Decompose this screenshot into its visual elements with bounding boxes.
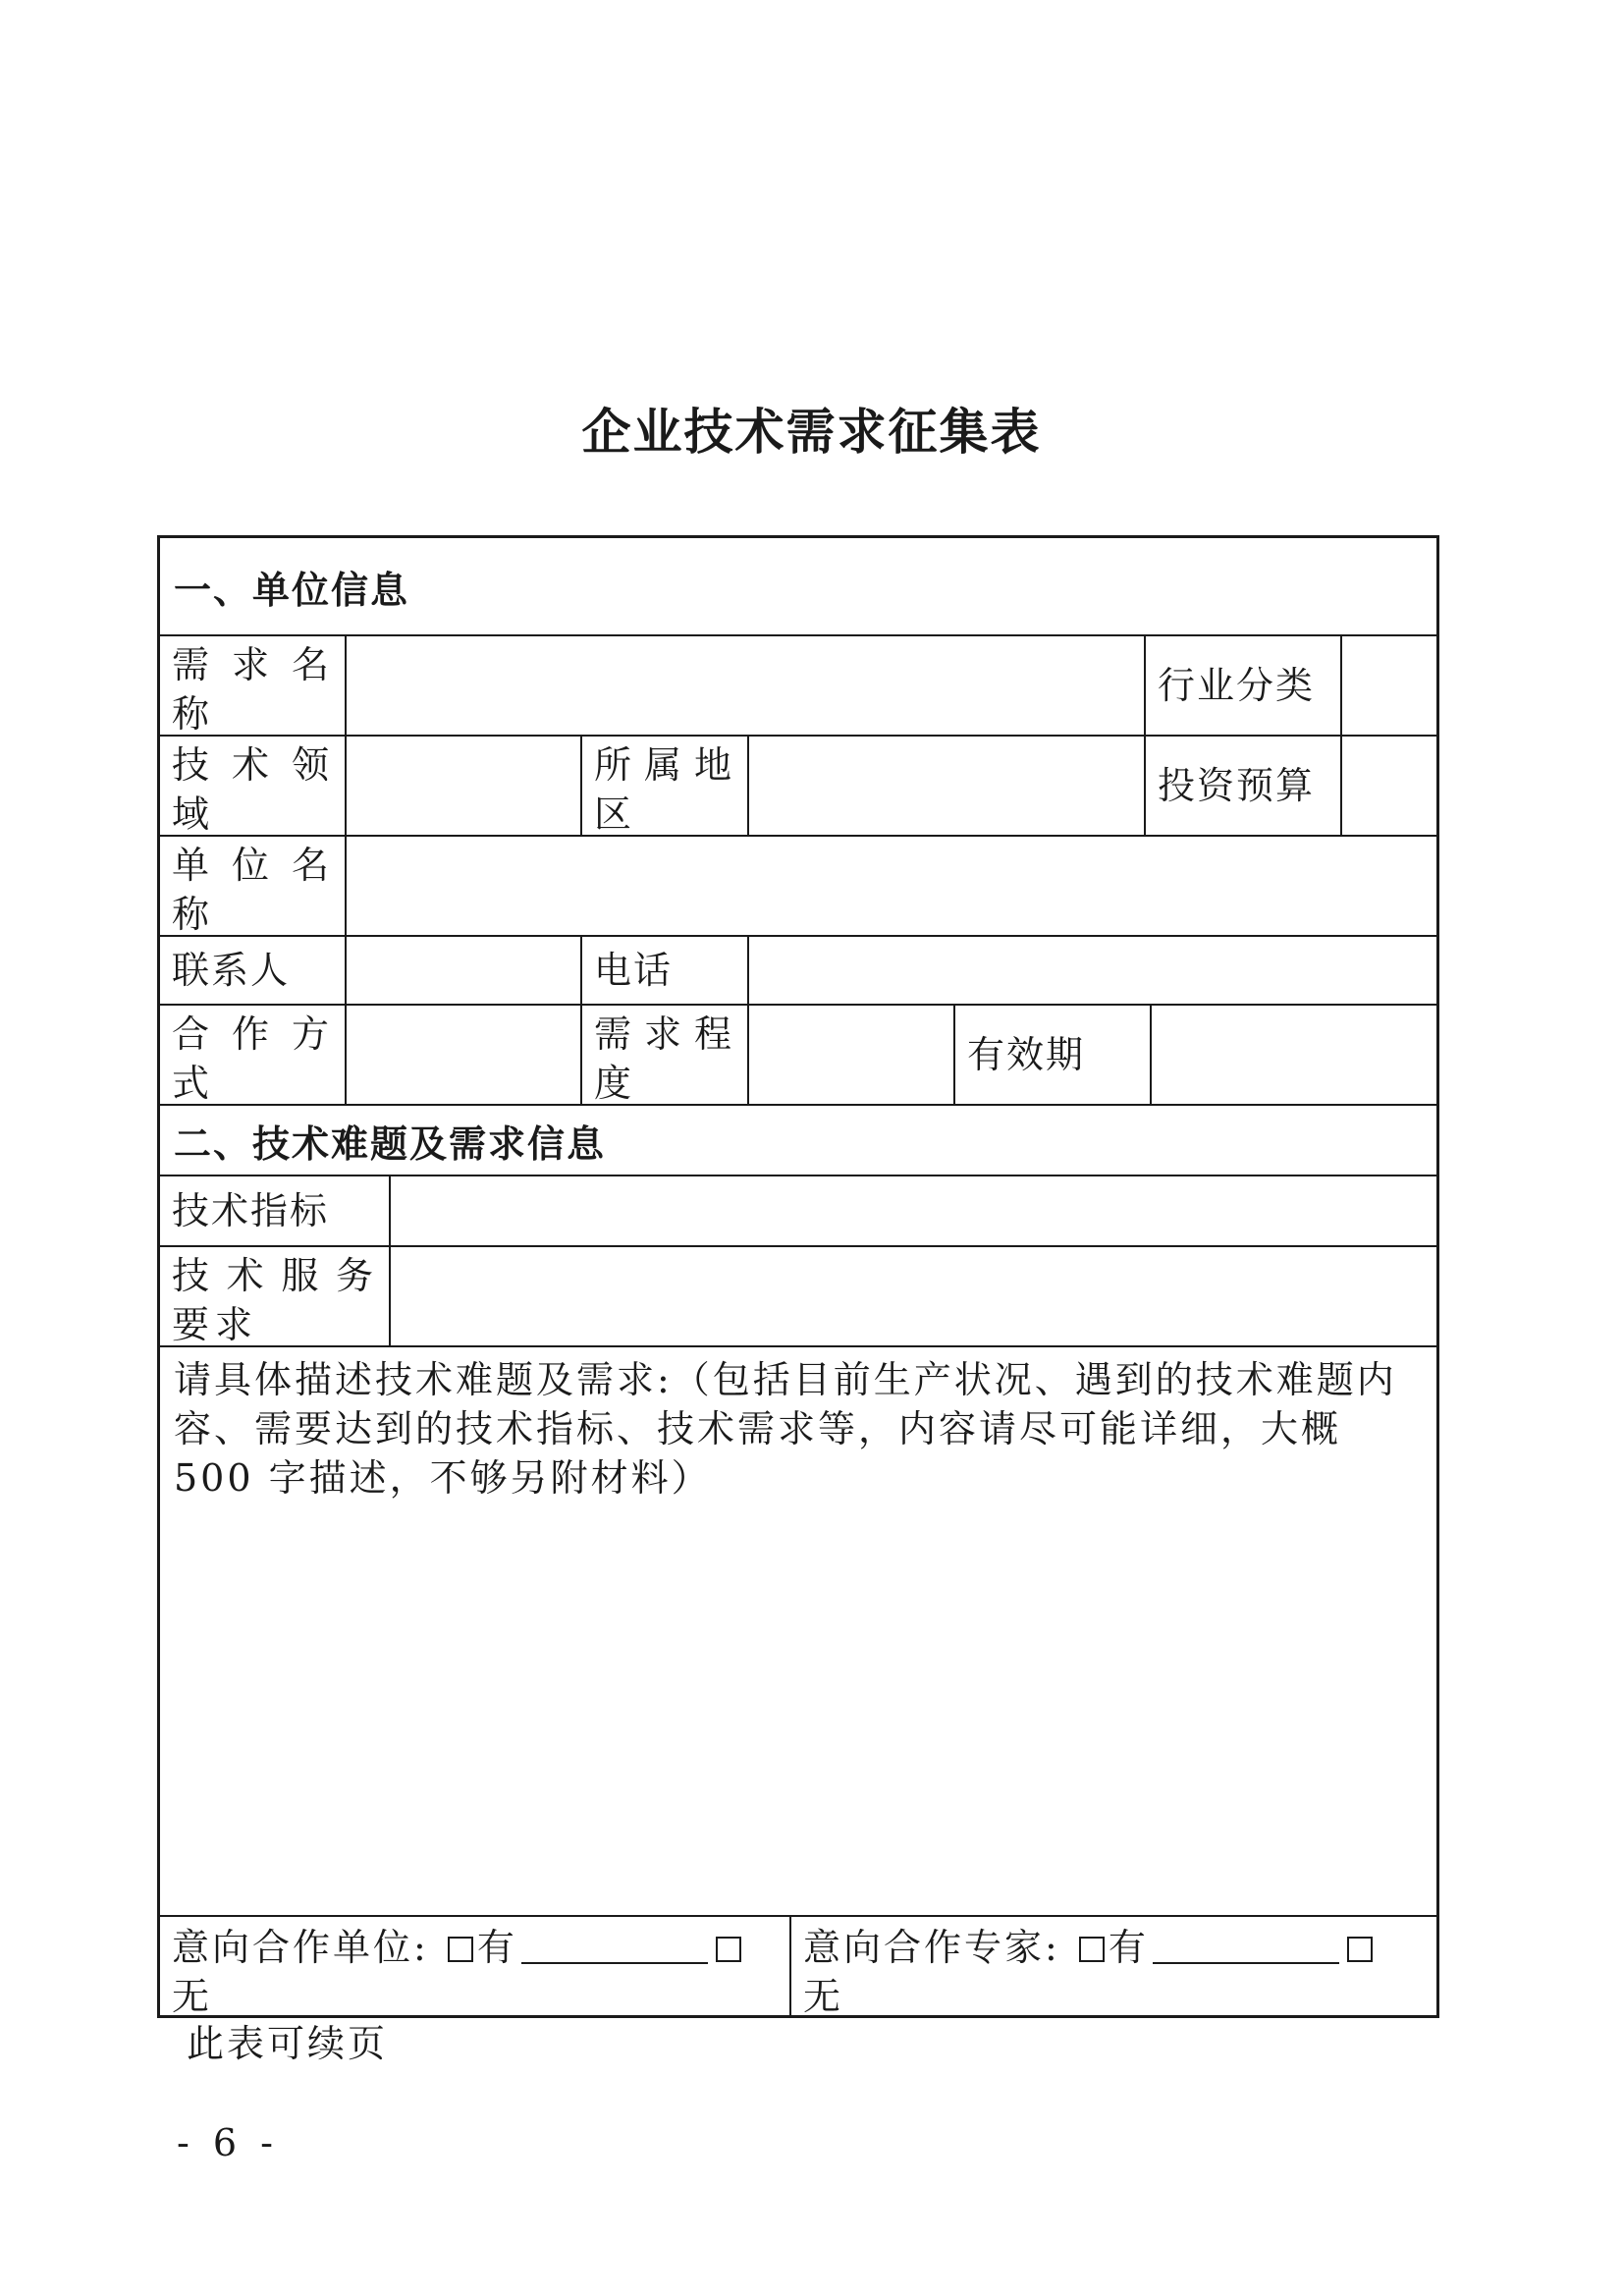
intent-expert-cell <box>791 1917 1436 2018</box>
service-row <box>160 1247 1436 1347</box>
demand-form <box>157 535 1439 2018</box>
section1-heading-row <box>160 538 1436 636</box>
page-number: - 6 - <box>177 2121 280 2164</box>
intent-expert-label: 意向合作专家: <box>803 1926 1060 1969</box>
tech-field-label: 技术领域 <box>172 743 335 836</box>
tech-field-input[interactable] <box>347 737 582 835</box>
industry-label: 行业分类 <box>1158 664 1316 707</box>
coop-mode-label-cell <box>160 1006 347 1104</box>
demand-name-label-cell <box>160 636 347 735</box>
industry-input[interactable] <box>1342 636 1436 735</box>
unit-name-row <box>160 837 1436 937</box>
intent-expert-name-field[interactable] <box>1153 1929 1339 1964</box>
tech-field-label-cell <box>160 737 347 835</box>
urgency-label: 需求程度 <box>594 1012 737 1105</box>
intent-unit-yes-checkbox[interactable] <box>448 1937 473 1962</box>
industry-label-cell <box>1146 636 1342 735</box>
intent-unit-no-checkbox[interactable] <box>716 1937 741 1962</box>
intent-unit-cell <box>160 1917 791 2018</box>
region-label-cell <box>582 737 749 835</box>
budget-input[interactable] <box>1342 737 1436 835</box>
unit-name-label-cell <box>160 837 347 935</box>
validity-label: 有效期 <box>967 1033 1086 1076</box>
region-label: 所属地区 <box>594 743 737 836</box>
phone-label-cell <box>582 937 749 1004</box>
coop-mode-label: 合作方式 <box>172 1012 335 1105</box>
intent-unit-yes-label: 有 <box>476 1926 517 1969</box>
phone-label: 电话 <box>594 949 674 992</box>
indicator-label-cell <box>160 1176 391 1245</box>
form-title: 企业技术需求征集表 <box>581 403 1042 461</box>
service-input[interactable] <box>391 1247 1436 1345</box>
region-input[interactable] <box>749 737 1146 835</box>
budget-label-cell <box>1146 737 1342 835</box>
contact-label-cell <box>160 937 347 1004</box>
urgency-label-cell <box>582 1006 749 1104</box>
validity-input[interactable] <box>1152 1006 1436 1104</box>
unit-name-label: 单位名称 <box>172 844 335 936</box>
intent-expert-yes-label: 有 <box>1108 1926 1149 1969</box>
contact-label: 联系人 <box>172 949 291 992</box>
section2-heading-row <box>160 1106 1436 1176</box>
indicator-row <box>160 1176 1436 1247</box>
description-prompt: 请具体描述技术难题及需求:（包括目前生产状况、遇到的技术难题内容、需要达到的技术指标、技术需求等，内容请尽可能详细，大概 500 字描述，不够另附材料） <box>174 1358 1397 1500</box>
intent-unit-no-label: 无 <box>172 1975 213 2018</box>
intent-expert-yes-checkbox[interactable] <box>1079 1937 1105 1962</box>
indicator-label: 技术指标 <box>172 1189 330 1232</box>
validity-label-cell <box>955 1006 1152 1104</box>
unit-name-input[interactable] <box>347 837 1436 935</box>
coop-mode-input[interactable] <box>347 1006 582 1104</box>
contact-row <box>160 937 1436 1006</box>
budget-label: 投资预算 <box>1158 764 1316 807</box>
intent-expert-no-label: 无 <box>803 1975 844 2018</box>
tech-field-row <box>160 737 1436 837</box>
phone-input[interactable] <box>749 937 1436 1004</box>
intent-unit-label: 意向合作单位: <box>172 1926 429 1969</box>
section2-heading: 二、技术难题及需求信息 <box>174 1121 607 1166</box>
section1-heading: 一、单位信息 <box>174 567 410 612</box>
indicator-input[interactable] <box>391 1176 1436 1245</box>
contact-input[interactable] <box>347 937 582 1004</box>
intent-expert-no-checkbox[interactable] <box>1347 1937 1373 1962</box>
coop-row <box>160 1006 1436 1106</box>
intent-row <box>160 1917 1436 2018</box>
service-label-cell <box>160 1247 391 1345</box>
demand-name-label: 需求名称 <box>172 643 335 736</box>
intent-unit-name-field[interactable] <box>521 1929 708 1964</box>
demand-name-row <box>160 636 1436 737</box>
continuation-note: 此表可续页 <box>187 2022 389 2065</box>
service-label: 技术服务要求 <box>172 1254 379 1346</box>
urgency-input[interactable] <box>749 1006 955 1104</box>
description-row[interactable] <box>160 1347 1436 1917</box>
demand-name-input[interactable] <box>347 636 1146 735</box>
